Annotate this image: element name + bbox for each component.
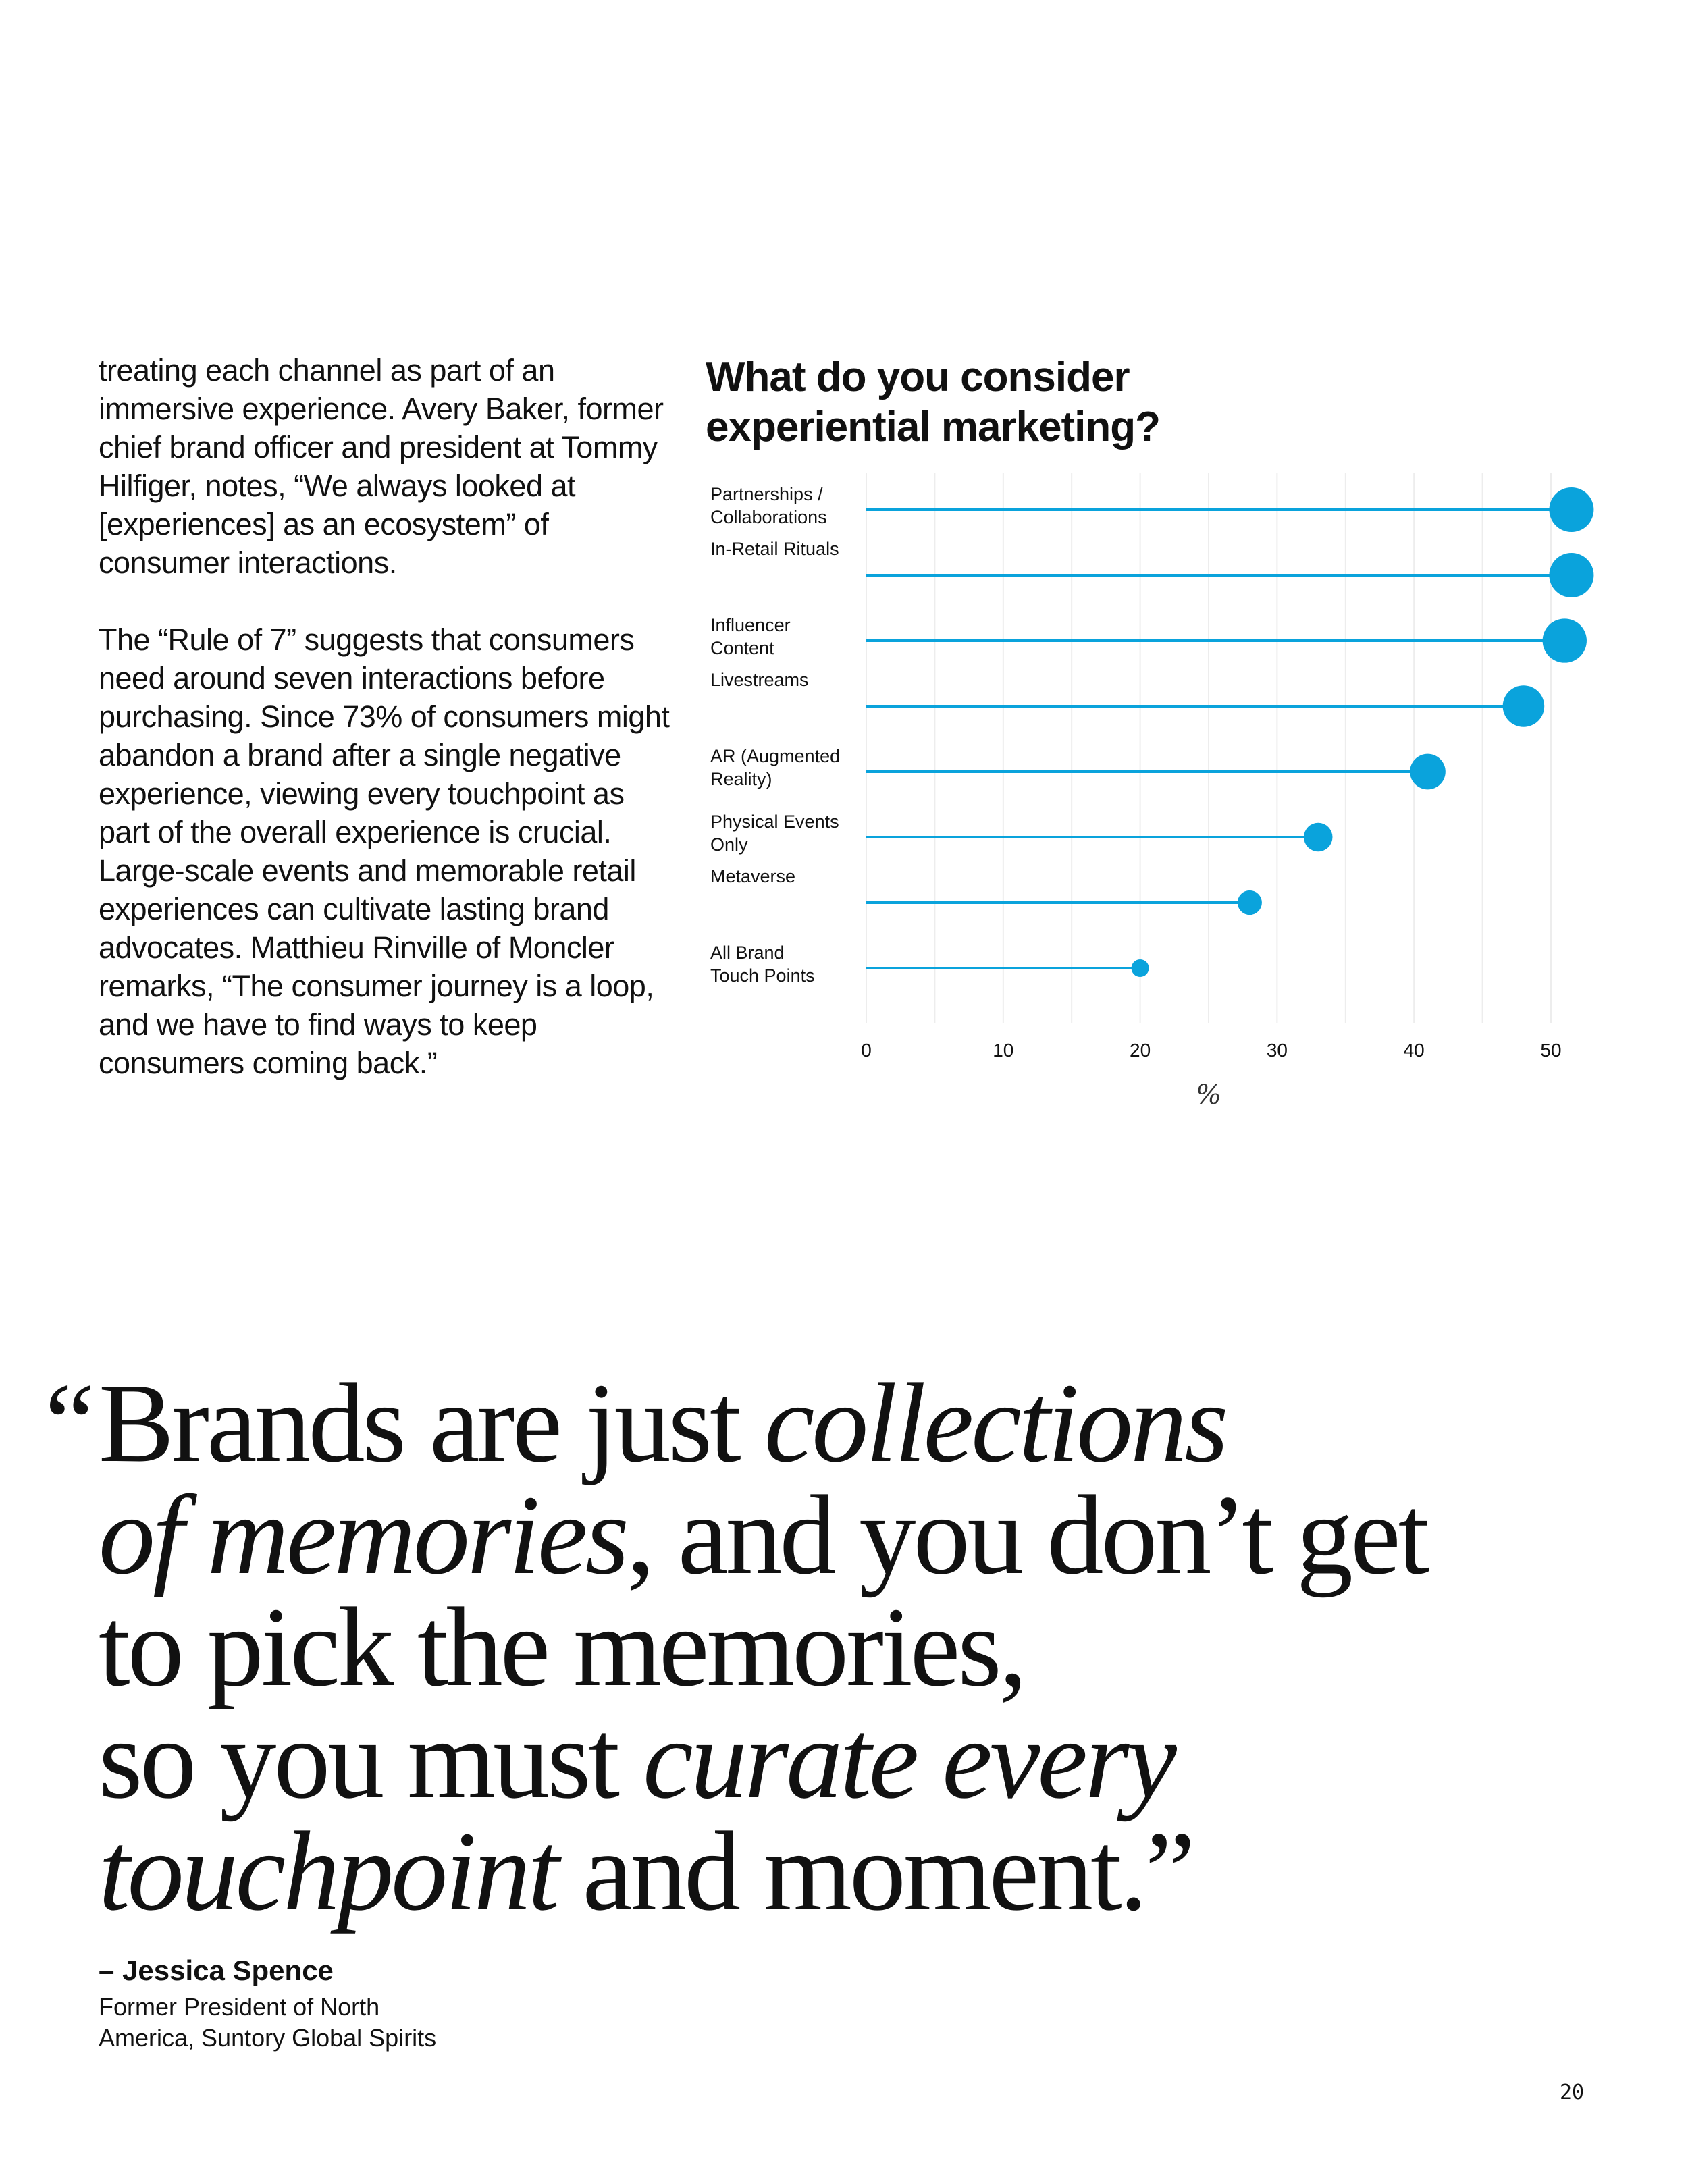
category-label: Content	[710, 638, 774, 658]
x-axis-label: %	[1195, 1080, 1222, 1111]
quote-line-2	[99, 1472, 1584, 1598]
lollipop-dot	[1549, 487, 1593, 532]
quote-emphasis: of memories	[99, 1472, 627, 1598]
lollipop-dot	[1410, 754, 1446, 790]
quote-emphasis: curate every	[643, 1697, 1174, 1822]
lollipop-dot	[1503, 685, 1545, 727]
lollipop-dot	[1549, 553, 1593, 597]
category-label: Metaverse	[710, 866, 796, 886]
quote-emphasis: collections	[764, 1360, 1226, 1486]
quote-line-1	[99, 1360, 1584, 1486]
pull-quote	[45, 1360, 1584, 1934]
quote-emphasis: touchpoint	[99, 1809, 557, 1934]
category-label: AR (Augmented	[710, 746, 841, 766]
lollipop-dot	[1238, 890, 1262, 915]
category-label: Only	[710, 834, 748, 855]
quote-text: so you must	[99, 1697, 643, 1822]
quote-text: Brands are just	[99, 1360, 764, 1486]
quote-author-role-line: Former President of North	[99, 1993, 380, 2021]
quote-text: to pick the memories,	[99, 1584, 1025, 1710]
x-tick-label: 0	[861, 1040, 872, 1061]
quote-text: , and you don’t get	[626, 1472, 1427, 1598]
lollipop-dot	[1543, 618, 1587, 662]
quote-author-role-line: America, Suntory Global Spirits	[99, 2024, 437, 2052]
quote-text: and moment.”	[556, 1809, 1193, 1934]
body-paragraph-1: treating each channel as part of an immersive experience. Avery Baker, former chief brand officer and president at Tommy Hilfiger, notes, “We always looked at [experiences] as an ecosystem” of consumer interactions.	[99, 353, 664, 580]
category-label: Reality)	[710, 769, 772, 789]
quote-open-mark: “	[45, 1360, 93, 1486]
quote-line-4	[99, 1697, 1584, 1822]
category-label: Livestreams	[710, 670, 809, 690]
category-label: Touch Points	[710, 965, 815, 986]
category-label: In-Retail Rituals	[710, 539, 839, 559]
x-tick-label: 50	[1540, 1040, 1562, 1061]
chart-title: What do you consider experiential marketing?	[706, 354, 1161, 450]
category-label: Collaborations	[710, 507, 827, 527]
x-tick-label: 40	[1403, 1040, 1425, 1061]
x-tick-label: 30	[1266, 1040, 1288, 1061]
x-tick-label: 20	[1130, 1040, 1151, 1061]
quote-line-3	[99, 1584, 1584, 1710]
page-number: 20	[1560, 2081, 1585, 2104]
quote-line-5	[99, 1809, 1584, 1934]
category-label: Partnerships /	[710, 484, 823, 504]
category-label: Influencer	[710, 615, 791, 635]
quote-author: – Jessica Spence	[99, 1954, 334, 1986]
lollipop-dot	[1304, 823, 1333, 852]
category-label: Physical Events	[710, 811, 839, 832]
x-tick-label: 10	[993, 1040, 1014, 1061]
category-label: All Brand	[710, 942, 785, 963]
quote-author-role	[99, 1992, 571, 2054]
body-paragraph-2: The “Rule of 7” suggests that consumers need around seven interactions before purchasing. Since 73% of consumers might abandon a brand after a single negative experience, viewing every touchpoint as part of the overall experience is crucial. Large-scale events and memorable retail experiences can cultivate lasting brand advocates. Matthieu Rinville of Moncler remarks, “The consumer journey is a loop, and we have to find ways to keep consumers coming back.”	[99, 622, 670, 1080]
lollipop-dot	[1132, 959, 1149, 977]
